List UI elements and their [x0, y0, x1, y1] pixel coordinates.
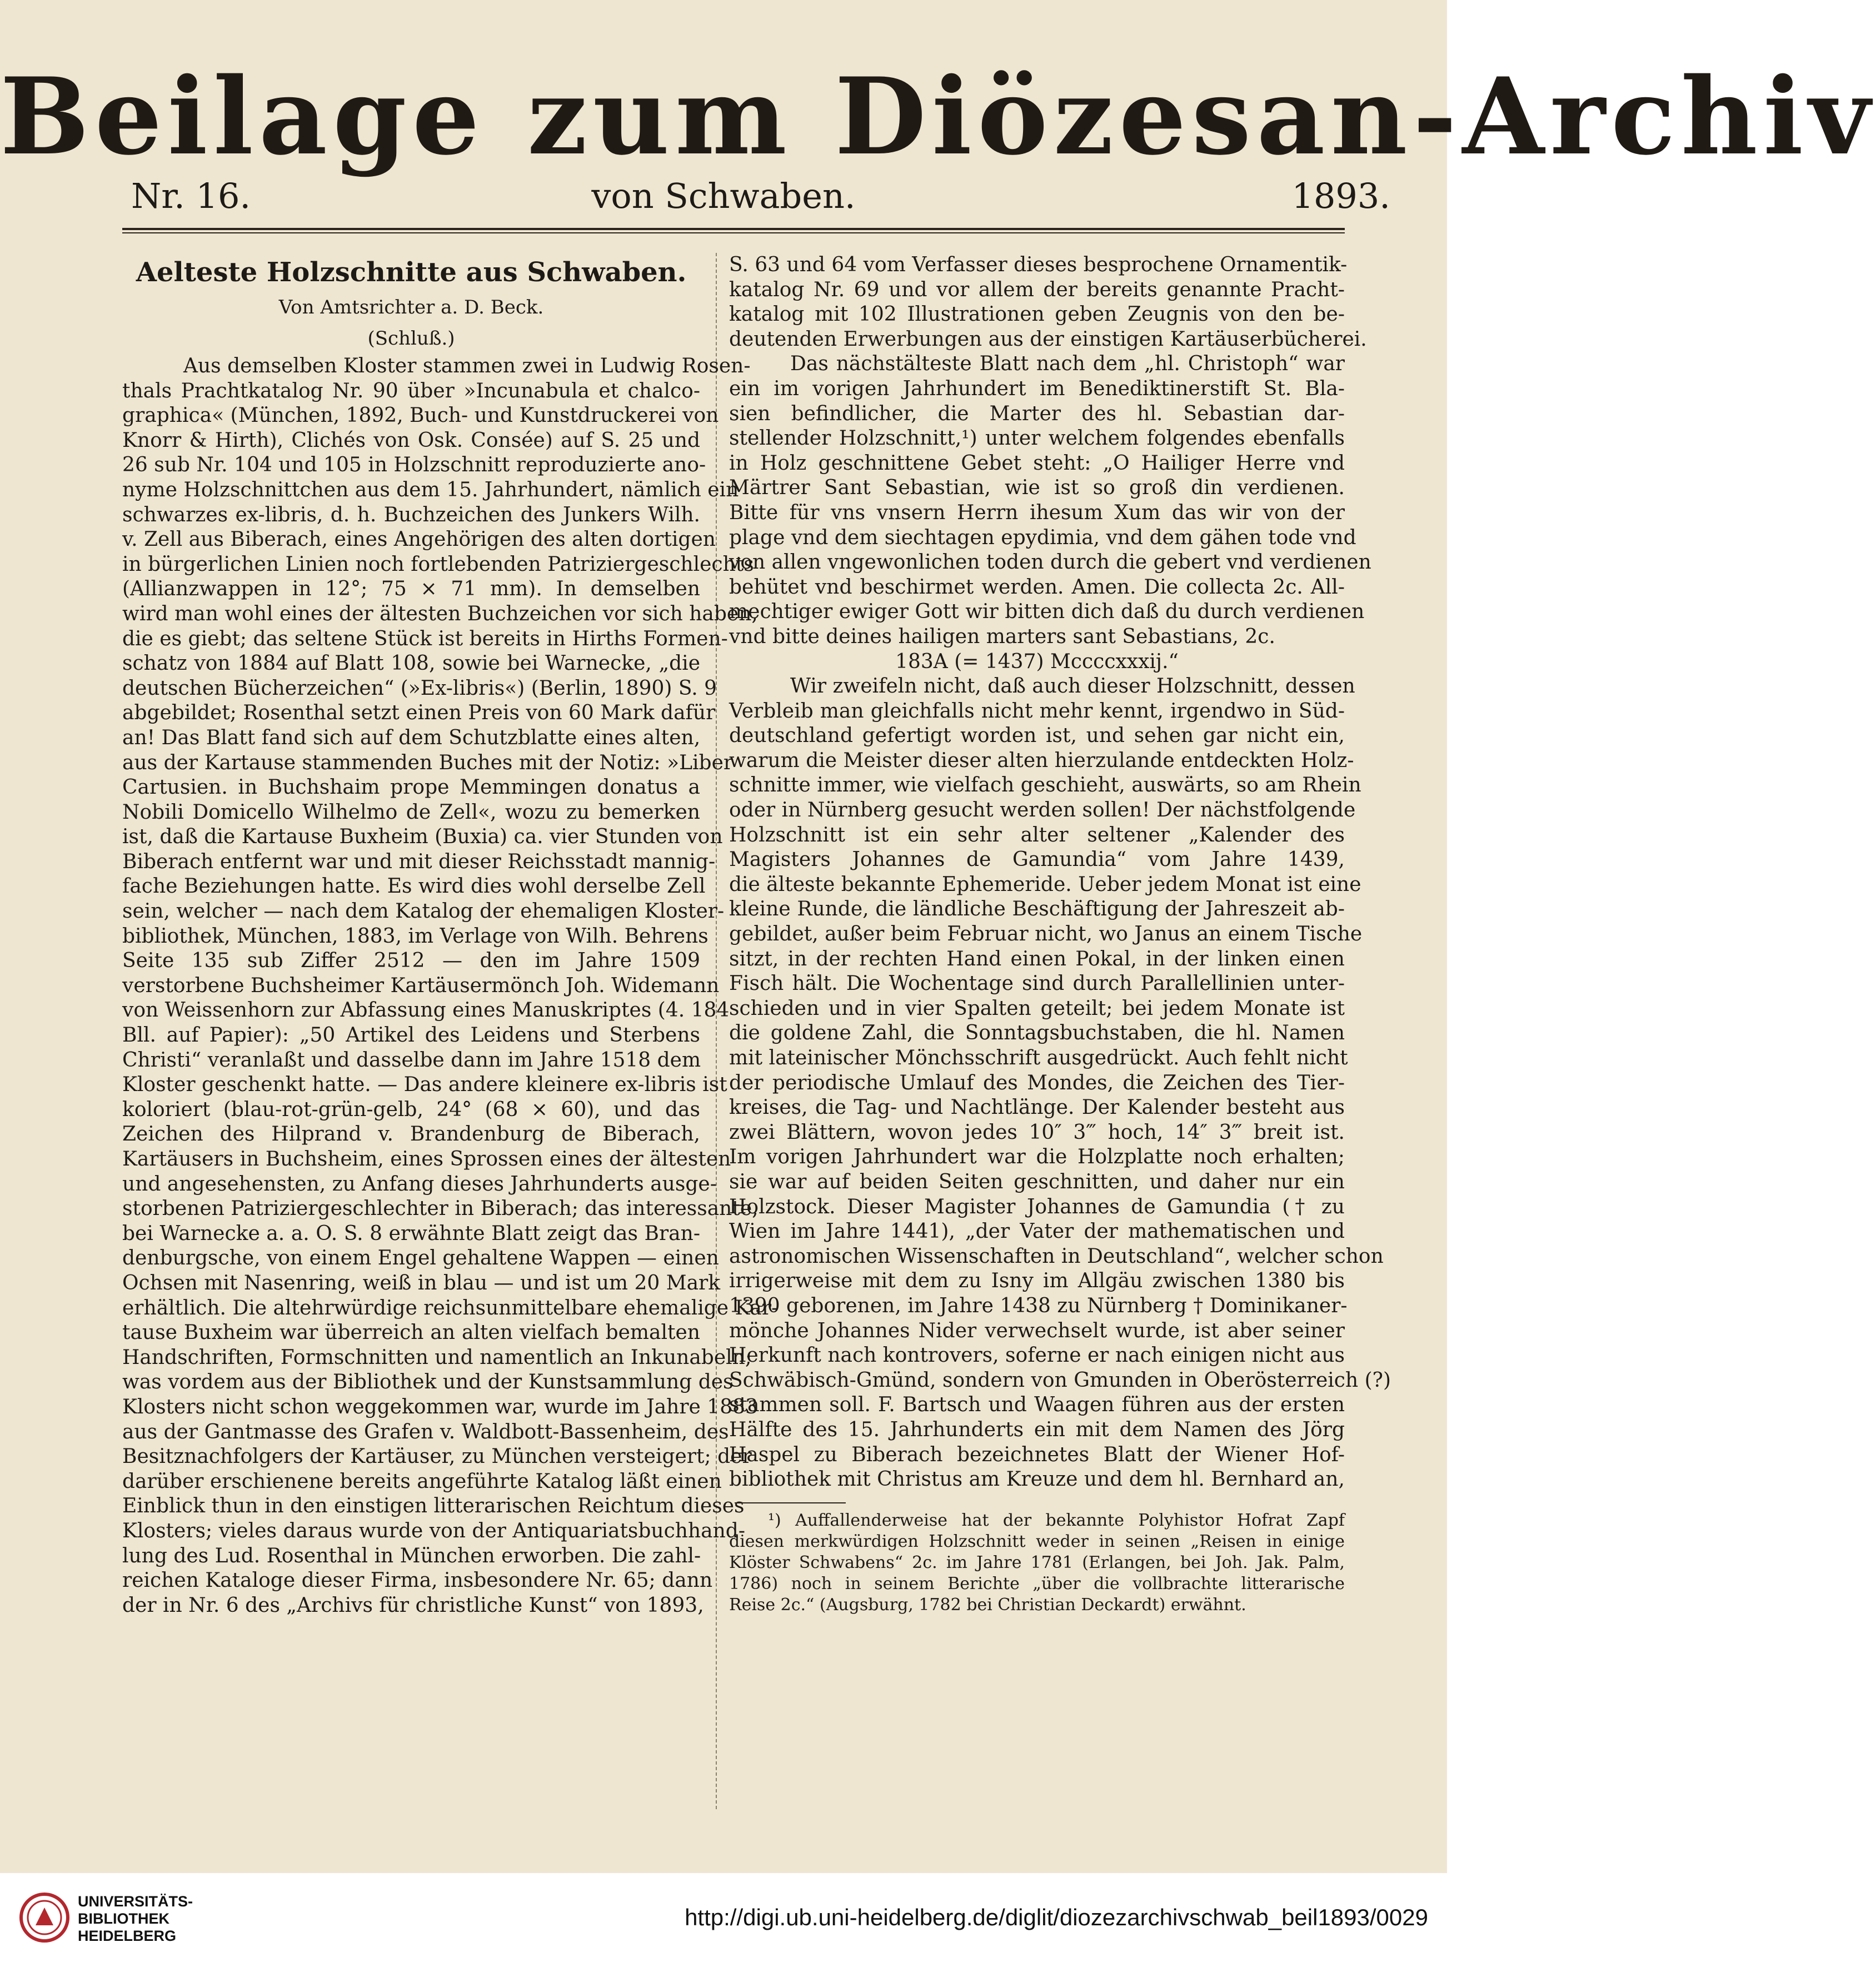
text-line: katalog Nr. 69 und vor allem der bereits genannte Pracht-: [729, 278, 1345, 301]
text-line: die älteste bekannte Ephemeride. Ueber jedem Monat ist eine: [729, 873, 1361, 896]
text-line: Bitte für vns vnsern Herrn ihesum Xum das wir von der: [729, 501, 1345, 524]
issue-number: Nr. 16.: [131, 176, 251, 216]
text-line: katalog mit 102 Illustrationen geben Zeugnis von den be-: [729, 303, 1345, 326]
text-line: an! Das Blatt fand sich auf dem Schutzblatte eines alten,: [122, 726, 701, 749]
text-line: 183A (= 1437) Mccccxxxij.“: [895, 650, 1179, 673]
library-logo-text: [78, 1893, 193, 1945]
text-line: wird man wohl eines der ältesten Buchzeichen vor sich haben,: [122, 602, 758, 625]
article-continuation: (Schluß.): [367, 327, 455, 350]
text-line: die es giebt; das seltene Stück ist bereits in Hirths Formen-: [122, 627, 728, 650]
text-line: von allen vngewonlichen toden durch die gebert vnd verdienen: [729, 551, 1371, 574]
footnote-line: ¹) Auffallenderweise hat der bekannte Polyhistor Hofrat Zapf: [768, 1510, 1345, 1530]
text-line: erhältlich. Die altehrwürdige reichsunmittelbare ehemalige Kar-: [122, 1296, 779, 1319]
text-line: Christi“ veranlaßt und dasselbe dann im Jahre 1518 dem: [122, 1048, 701, 1072]
text-line: graphica« (München, 1892, Buch- und Kunstdruckerei von: [122, 404, 719, 427]
text-line: bibliothek, München, 1883, im Verlage von Wilh. Behrens: [122, 924, 709, 948]
logo-line: HEIDELBERG: [78, 1928, 177, 1944]
text-line: lung des Lud. Rosenthal in München erworben. Die zahl-: [122, 1544, 701, 1567]
text-line: Ochsen mit Nasenring, weiß in blau — und ist um 20 Mark: [122, 1271, 721, 1294]
text-line: Verbleib man gleichfalls nicht mehr kennt, irgendwo in Süd-: [729, 699, 1345, 723]
left-column-body: [122, 354, 779, 1618]
footnote-rule: [735, 1502, 846, 1510]
text-line: deutenden Erwerbungen aus der einstigen Kartäuserbücherei.: [729, 327, 1367, 351]
issue-year: 1893.: [1291, 176, 1390, 216]
text-line: Klosters; vieles daraus wurde von der Antiquariatsbuchhand-: [122, 1519, 746, 1542]
right-column-body: [729, 253, 1391, 1492]
text-line: Seite 135 sub Ziffer 2512 — den im Jahre 1509: [122, 949, 700, 973]
text-line: Nobili Domicello Wilhelmo de Zell«, wozu zu bemerken: [122, 800, 700, 824]
text-line: zwei Blättern, wovon jedes 10″ 3‴ hoch, 14″ 3‴ breit ist.: [729, 1121, 1345, 1144]
text-line: Klosters nicht schon weggekommen war, wurde im Jahre 1883: [122, 1395, 758, 1418]
text-line: mit lateinischer Mönchsschrift ausgedrückt. Auch fehlt nicht: [729, 1047, 1348, 1069]
text-line: Wir zweifeln nicht, daß auch dieser Holzschnitt, dessen: [790, 675, 1355, 698]
text-line: Bll. auf Papier): „50 Artikel des Leidens und Sterbens: [122, 1024, 700, 1047]
text-line: bei Warnecke a. a. O. S. 8 erwähnte Blatt zeigt das Bran-: [122, 1222, 700, 1245]
text-line: S. 63 und 64 vom Verfasser dieses besprochene Ornamentik-: [729, 253, 1348, 276]
text-line: astronomischen Wissenschaften in Deutschland“, welcher schon: [729, 1244, 1384, 1268]
footnote: [729, 1510, 1345, 1616]
text-line: mönche Johannes Nider verwechselt wurde, ist aber seiner: [729, 1319, 1345, 1342]
footnote-line: 1786) noch in seinem Berichte „über die vollbrachte litterarische: [729, 1573, 1345, 1593]
text-line: Herkunft nach kontrovers, soferne er nach einigen nicht aus: [729, 1344, 1345, 1367]
text-line: Fisch hält. Die Wochentage sind durch Parallellinien unter-: [729, 972, 1345, 995]
text-line: vnd bitte deines hailigen marters sant Sebastians, 2c.: [729, 625, 1275, 648]
text-line: abgebildet; Rosenthal setzt einen Preis von 60 Mark dafür: [122, 701, 716, 725]
text-line: mechtiger ewiger Gott wir bitten dich daß du durch verdienen: [729, 600, 1365, 624]
text-line: und angesehensten, zu Anfang dieses Jahrhunderts ausge-: [122, 1172, 717, 1196]
text-line: schieden und in vier Spalten geteilt; bei jedem Monate ist: [729, 997, 1345, 1020]
text-line: irrigerweise mit dem zu Isny im Allgäu zwischen 1380 bis: [729, 1269, 1345, 1293]
text-line: storbenen Patriziergeschlechter in Biberach; das interessante,: [122, 1197, 759, 1221]
text-line: tause Buxheim war überreich an alten vielfach bemalten: [122, 1321, 700, 1344]
text-line: Schwäbisch-Gmünd, sondern von Gmunden in Oberösterreich (?): [729, 1368, 1391, 1392]
masthead-subtitle: von Schwaben.: [591, 176, 856, 216]
logo-line: UNIVERSITÄTS-: [78, 1893, 193, 1910]
text-line: Haspel zu Biberach bezeichnetes Blatt der Wiener Hof-: [729, 1443, 1345, 1466]
footnote-line: Klöster Schwabens“ 2c. im Jahre 1781 (Erlangen, bei Joh. Jak. Palm,: [729, 1552, 1345, 1572]
text-line: Aus demselben Kloster stammen zwei in Ludwig Rosen-: [183, 355, 751, 377]
text-line: Wien im Jahre 1441), „der Vater der mathematischen und: [729, 1220, 1345, 1243]
text-line: kreises, die Tag- und Nachtlänge. Der Kalender besteht aus: [729, 1096, 1345, 1119]
article-byline: Von Amtsrichter a. D. Beck.: [278, 296, 544, 318]
text-line: Cartusien. in Buchshaim prope Memmingen donatus a: [122, 776, 700, 799]
right-column: [729, 253, 1391, 1616]
text-line: Das nächstälteste Blatt nach dem „hl. Christoph“ war: [790, 352, 1345, 376]
text-line: von Weissenhorn zur Abfassung eines Manuskriptes (4. 184: [122, 999, 730, 1022]
text-line: der in Nr. 6 des „Archivs für christliche Kunst“ von 1893,: [122, 1593, 704, 1617]
text-line: reichen Kataloge dieser Firma, insbesondere Nr. 65; dann: [122, 1569, 713, 1592]
text-line: verstorbene Buchsheimer Kartäusermönch Joh. Widemann: [122, 974, 720, 997]
left-column: [122, 253, 779, 1618]
text-line: aus der Gantmasse des Grafen v. Waldbott-Bassenheim, des: [122, 1420, 729, 1443]
text-line: warum die Meister dieser alten hierzulande entdeckten Holz-: [729, 749, 1354, 772]
text-line: Biberach entfernt war und mit dieser Reichsstadt mannig-: [122, 850, 716, 873]
text-line: Knorr & Hirth), Clichés von Osk. Consée) auf S. 25 und: [122, 429, 700, 452]
text-line: sitzt, in der rechten Hand einen Pokal, in der linken einen: [729, 947, 1345, 970]
text-line: koloriert (blau-rot-grün-gelb, 24° (68 × 60), und das: [122, 1098, 700, 1121]
article-heading: Aelteste Holzschnitte aus Schwaben.: [136, 257, 687, 288]
masthead-rule: [122, 228, 1345, 230]
text-line: deutschen Bücherzeichen“ (»Ex-libris«) (Berlin, 1890) S. 9: [122, 676, 717, 700]
text-line: fache Beziehungen hatte. Es wird dies wohl derselbe Zell: [122, 875, 706, 898]
footnote-line: Reise 2c.“ (Augsburg, 1782 bei Christian Deckardt) erwähnt.: [729, 1595, 1246, 1615]
text-line: schnitte immer, wie vielfach geschieht, auswärts, so am Rhein: [729, 774, 1361, 797]
text-line: behütet vnd beschirmet werden. Amen. Die collecta 2c. All-: [729, 575, 1345, 599]
text-line: sien befindlicher, die Marter des hl. Sebastian dar-: [729, 402, 1345, 425]
text-line: nyme Holzschnittchen aus dem 15. Jahrhundert, nämlich ein: [122, 478, 739, 501]
text-line: deutschland gefertigt worden ist, und sehen gar nicht ein,: [729, 724, 1345, 748]
text-line: 1390 geborenen, im Jahre 1438 zu Nürnberg † Dominikaner-: [729, 1294, 1348, 1317]
text-line: Kloster geschenkt hatte. — Das andere kleinere ex-libris ist: [122, 1073, 727, 1097]
text-line: die goldene Zahl, die Sonntagsbuchstaben, die hl. Namen: [729, 1022, 1345, 1045]
footnote-line: diesen merkwürdigen Holzschnitt weder in seinen „Reisen in einige: [729, 1531, 1345, 1551]
text-line: ist, daß die Kartause Buxheim (Buxia) ca. vier Stunden von: [122, 825, 723, 849]
masthead-rule-thin: [122, 232, 1345, 233]
text-line: gebildet, außer beim Februar nicht, wo Janus an einem Tische: [729, 923, 1363, 946]
text-line: bibliothek mit Christus am Kreuze und dem hl. Bernhard an,: [729, 1468, 1345, 1491]
text-line: Zeichen des Hilprand v. Brandenburg de Biberach,: [122, 1123, 700, 1146]
text-line: darüber erschienene bereits angeführte Katalog läßt einen: [122, 1470, 722, 1493]
text-line: 26 sub Nr. 104 und 105 in Holzschnitt reproduzierte ano-: [122, 454, 706, 477]
text-line: kleine Runde, die ländliche Beschäftigung der Jahreszeit ab-: [729, 898, 1345, 921]
text-line: Märtrer Sant Sebastian, wie ist so groß din verdienen.: [729, 476, 1345, 500]
text-line: ein im vorigen Jahrhundert im Benediktinerstift St. Bla-: [729, 377, 1345, 400]
viewer-footer: [0, 1873, 1447, 1962]
text-line: sie war auf beiden Seiten geschnitten, und daher nur ein: [729, 1170, 1345, 1193]
text-line: in bürgerlichen Linien noch fortlebenden Patriziergeschlechts: [122, 552, 754, 576]
text-line: (Allianzwappen in 12°; 75 × 71 mm). In demselben: [122, 577, 700, 601]
text-line: plage vnd dem siechtagen epydimia, vnd dem gähen tode vnd: [729, 526, 1356, 549]
permalink-url[interactable]: http://digi.ub.uni-heidelberg.de/diglit/diozezarchivschwab_beil1893/0029: [685, 1904, 1428, 1930]
text-line: Besitznachfolgers der Kartäuser, zu München versteigert; der: [122, 1445, 752, 1468]
text-line: Holzschnitt ist ein sehr alter seltener „Kalender des: [729, 823, 1345, 846]
text-line: in Holz geschnittene Gebet steht: „O Hailiger Herre vnd: [729, 451, 1345, 475]
text-line: thals Prachtkatalog Nr. 90 über »Incunabula et chalco-: [122, 379, 700, 402]
text-line: oder in Nürnberg gesucht werden sollen! Der nächstfolgende: [729, 799, 1356, 822]
text-line: denburgsche, von einem Engel gehaltene Wappen — einen: [122, 1247, 719, 1270]
text-line: was vordem aus der Bibliothek und der Kunstsammlung des: [122, 1371, 734, 1394]
text-line: stellender Holzschnitt,¹) unter welchem folgendes ebenfalls: [729, 427, 1345, 450]
text-line: Holzstock. Dieser Magister Johannes de Gamundia († zu: [729, 1195, 1345, 1218]
text-line: sein, welcher — nach dem Katalog der ehemaligen Kloster-: [122, 900, 725, 923]
text-line: Magisters Johannes de Gamundia“ vom Jahre 1439,: [729, 848, 1345, 872]
text-line: schatz von 1884 auf Blatt 108, sowie bei Warnecke, „die: [122, 652, 700, 675]
text-line: der periodische Umlauf des Mondes, die Zeichen des Tier-: [729, 1071, 1345, 1094]
text-line: Kartäusers in Buchsheim, eines Sprossen eines der ältesten: [122, 1148, 731, 1171]
text-line: v. Zell aus Biberach, eines Angehörigen des alten dortigen: [122, 528, 716, 551]
text-line: aus der Kartause stammenden Buches mit der Notiz: »Liber: [122, 751, 734, 774]
university-seal-icon: [19, 1892, 70, 1943]
text-line: Hälfte des 15. Jahrhunderts ein mit dem Namen des Jörg: [729, 1418, 1345, 1441]
text-line: Im vorigen Jahrhundert war die Holzplatte noch erhalten;: [729, 1146, 1345, 1169]
text-line: Handschriften, Formschnitten und namentlich an Inkunabeln;: [122, 1346, 752, 1369]
text-line: schwarzes ex-libris, d. h. Buchzeichen des Junkers Wilh.: [122, 503, 700, 526]
logo-line: BIBLIOTHEK: [78, 1910, 169, 1927]
text-line: stammen soll. F. Bartsch und Waagen führen aus der ersten: [729, 1393, 1345, 1417]
masthead-title: Beilage zum Diözesan-Archiv: [0, 54, 1876, 178]
text-line: Einblick thun in den einstigen litterarischen Reichtum dieses: [122, 1495, 745, 1518]
